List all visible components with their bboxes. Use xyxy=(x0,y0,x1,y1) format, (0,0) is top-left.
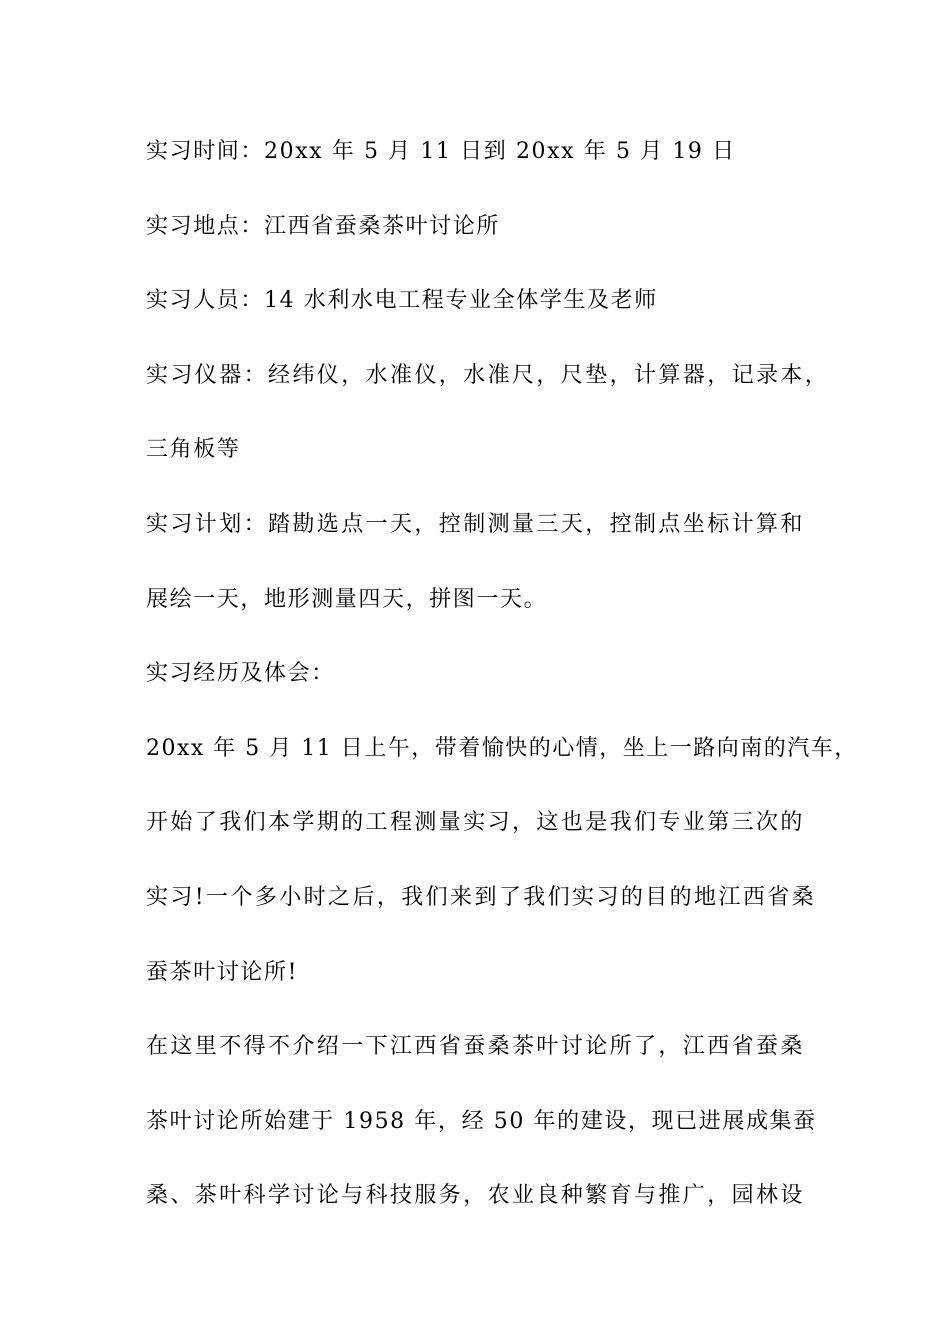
blank-line xyxy=(146,469,818,506)
blank-line xyxy=(146,1065,818,1102)
text-line-plan-continued: 展绘一天，地形测量四天，拼图一天。 xyxy=(146,586,548,612)
text-line-paragraph-1-line-2: 开始了我们本学期的工程测量实习，这也是我们专业第三次的 xyxy=(146,810,805,836)
text-line-internship-instruments: 实习仪器：经纬仪，水准仪，水准尺，尺垫，计算器，记录本， xyxy=(146,362,830,388)
blank-line xyxy=(146,916,818,953)
blank-line xyxy=(146,692,818,729)
blank-line xyxy=(146,543,818,580)
blank-line xyxy=(146,245,818,282)
blank-line xyxy=(146,618,818,655)
text-line-instruments-continued: 三角板等 xyxy=(146,437,241,463)
blank-line xyxy=(146,394,818,431)
text-line-paragraph-1-line-3: 实习!一个多小时之后，我们来到了我们实习的目的地江西省桑 xyxy=(146,884,817,910)
text-line-internship-time: 实习时间：20xx 年 5 月 11 日到 20xx 年 5 月 19 日 xyxy=(146,139,736,164)
blank-line xyxy=(146,170,818,207)
text-line-paragraph-2-line-1: 在这里不得不介绍一下江西省蚕桑茶叶讨论所了，江西省蚕桑 xyxy=(146,1034,805,1060)
text-line-paragraph-1-line-4: 蚕茶叶讨论所! xyxy=(146,959,299,985)
text-line-internship-plan: 实习计划：踏勘选点一天，控制测量三天，控制点坐标计算和 xyxy=(146,511,805,537)
text-line-paragraph-2-line-2: 茶叶讨论所始建于 1958 年，经 50 年的建设，现已进展成集蚕 xyxy=(146,1108,817,1134)
blank-line xyxy=(146,767,818,804)
blank-line xyxy=(146,1140,818,1177)
document-body xyxy=(146,133,858,1215)
text-line-experience-heading: 实习经历及体会： xyxy=(146,661,335,687)
blank-line xyxy=(146,319,818,356)
blank-line xyxy=(146,991,818,1028)
text-line-internship-location: 实习地点：江西省蚕桑茶叶讨论所 xyxy=(146,213,501,239)
blank-line xyxy=(146,842,818,879)
text-line-internship-personnel: 实习人员：14 水利水电工程专业全体学生及老师 xyxy=(146,288,658,314)
text-line-paragraph-2-line-3: 桑、茶叶科学讨论与科技服务，农业良种繁育与推广，园林设 xyxy=(146,1183,805,1209)
text-line-paragraph-1-line-1: 20xx 年 5 月 11 日上午，带着愉快的心情，坐上一路向南的汽车， xyxy=(146,735,858,761)
